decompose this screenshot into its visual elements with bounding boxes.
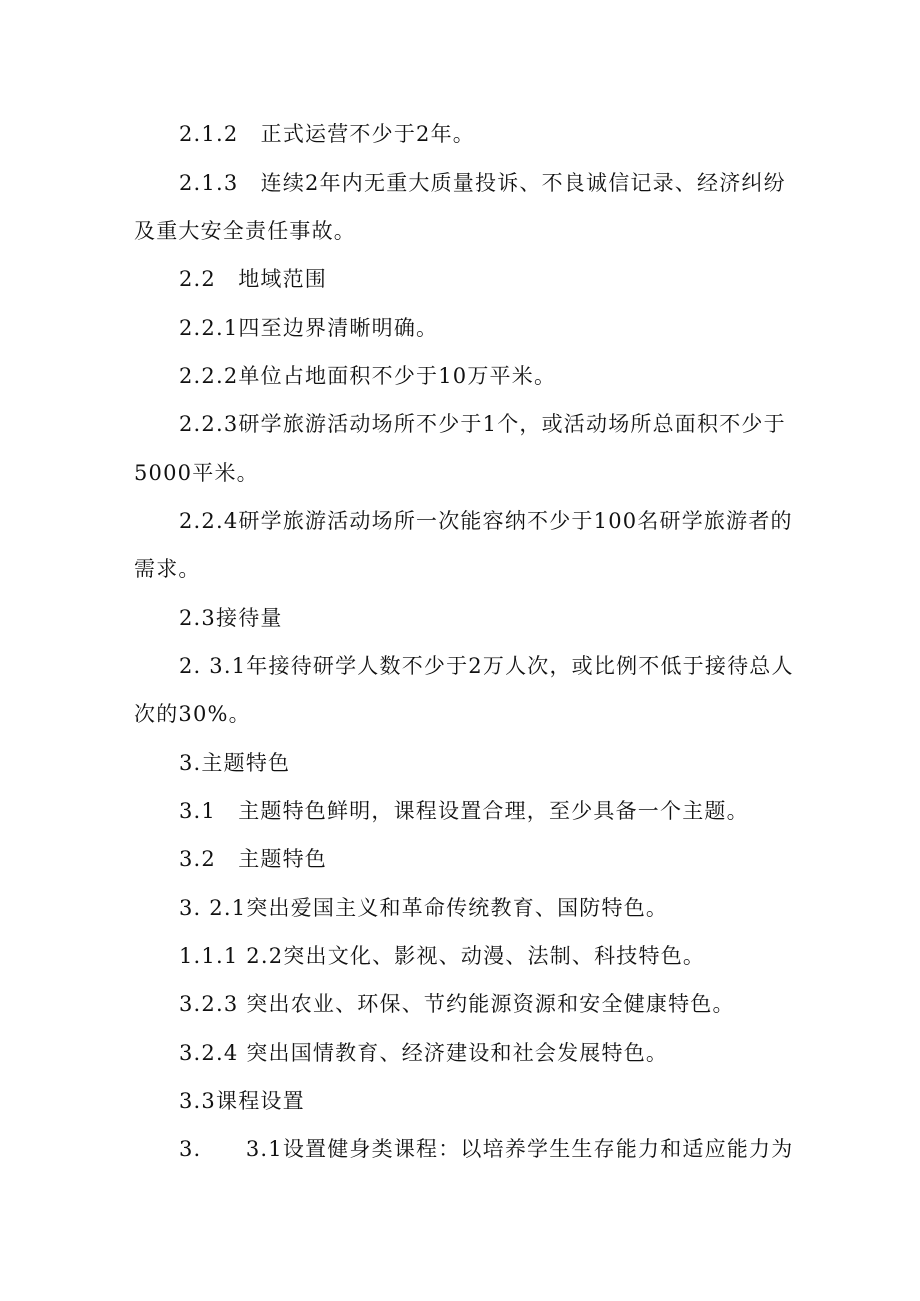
- section-heading-3-3: 3.3课程设置: [179, 1089, 305, 1113]
- clause-3-2-3: 3.2.3 突出农业、环保、节约能源资源和安全健康特色。: [179, 992, 735, 1016]
- clause-2-3-1: 2. 3.1年接待研学人数不少于2万人次，或比例不低于接待总人: [179, 654, 794, 678]
- section-heading-3: 3.主题特色: [179, 751, 291, 775]
- clause-2-2-3-continued: 5000平米。: [134, 461, 259, 485]
- clause-3-2-1: 3. 2.1突出爱国主义和革命传统教育、国防特色。: [179, 896, 669, 920]
- clause-2-2-2: 2.2.2单位占地面积不少于10万平米。: [179, 364, 557, 388]
- clause-3-3-1: 3. 3.1设置健身类课程：以培养学生生存能力和适应能力为: [179, 1137, 794, 1161]
- clause-2-1-2: 2.1.2 正式运营不少于2年。: [179, 122, 475, 146]
- clause-3-2-2: 1.1.1 2.2突出文化、影视、动漫、法制、科技特色。: [179, 944, 706, 968]
- clause-2-1-3-continued: 及重大安全责任事故。: [134, 219, 356, 243]
- clause-2-1-3: 2.1.3 连续2年内无重大质量投诉、不良诚信记录、经济纠纷: [179, 171, 786, 195]
- section-heading-2-3: 2.3接待量: [179, 606, 283, 630]
- section-heading-2-2: 2.2 地域范围: [179, 267, 327, 291]
- clause-2-2-1: 2.2.1四至边界清晰明确。: [179, 316, 439, 340]
- clause-2-2-4-continued: 需求。: [134, 557, 201, 581]
- section-heading-3-2: 3.2 主题特色: [179, 847, 327, 871]
- clause-2-3-1-continued: 次的30%。: [134, 702, 251, 726]
- clause-3-2-4: 3.2.4 突出国情教育、经济建设和社会发展特色。: [179, 1041, 669, 1065]
- clause-3-1: 3.1 主题特色鲜明，课程设置合理，至少具备一个主题。: [179, 799, 749, 823]
- clause-2-2-4: 2.2.4研学旅游活动场所一次能容纳不少于100名研学旅游者的: [179, 509, 793, 533]
- clause-2-2-3: 2.2.3研学旅游活动场所不少于1个，或活动场所总面积不少于: [179, 412, 786, 436]
